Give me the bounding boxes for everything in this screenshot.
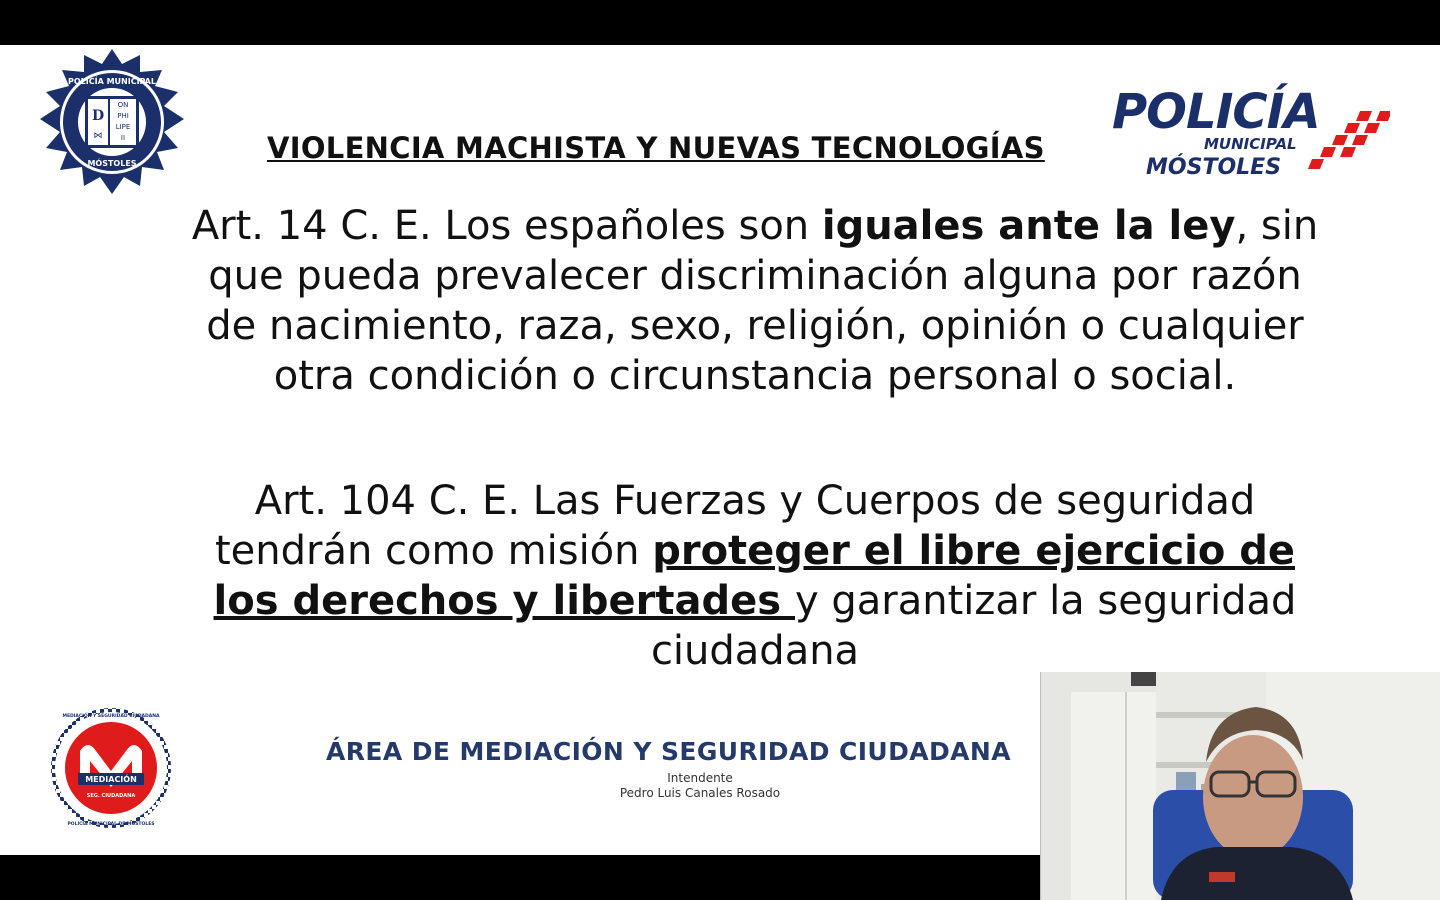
webcam-video-overlay (1040, 672, 1440, 900)
footer-name: Pedro Luis Canales Rosado (619, 786, 781, 800)
brand-line2: MUNICIPAL (1204, 135, 1297, 153)
policia-municipal-mostoles-logo (1110, 73, 1390, 183)
footer-rank: Intendente (667, 771, 733, 785)
crest-shield-text: ON (117, 101, 129, 109)
svg-text:D: D (91, 108, 105, 124)
article-104-lead: Art. 104 C. E. Las Fuerzas y Cuerpos de seguridad tendrán como misión (214, 478, 1256, 574)
article-104-rest: y garantizar la seguridad ciudadana (650, 578, 1297, 674)
checkered-flag-icon (1308, 111, 1390, 169)
svg-text:⋈: ⋈ (93, 131, 103, 141)
badge-ring-bottom: POLICÍA MUNICIPAL DE MÓSTOLES (67, 822, 155, 827)
article-14-paragraph (190, 201, 1320, 401)
badge-label: MEDIACIÓN (85, 775, 137, 784)
badge-sub: SEG. CIUDADANA (86, 793, 136, 799)
badge-ring-top: MEDIACIÓN Y SEGURIDAD CIUDADANA (62, 714, 160, 719)
article-14-rest: , sin que pueda prevalecer discriminación alguna por razón de nacimiento, raza, sexo, religión, opinión o cualquier otra condición o circunstancia personal o social. (206, 203, 1319, 399)
brand-line1: POLICÍA (1112, 84, 1320, 140)
crest-ring-text: POLICÍA MUNICIPAL (68, 77, 156, 86)
crest-bottom-text: MÓSTOLES (87, 159, 137, 168)
mediation-badge-logo (48, 705, 174, 831)
crest-shield-text: II (120, 134, 126, 142)
article-104-emphasis: proteger el libre ejercicio de los derechos y libertades (213, 528, 1296, 624)
article-104-paragraph (190, 476, 1320, 676)
slide-title: VIOLENCIA MACHISTA Y NUEVAS TECNOLOGÍAS (267, 131, 1045, 165)
article-14-lead: Art. 14 C. E. Los españoles son (191, 203, 822, 249)
footer-area-title: ÁREA DE MEDIACIÓN Y SEGURIDAD CIUDADANA (326, 737, 1011, 766)
police-crest-logo (12, 47, 212, 197)
top-letterbox (0, 0, 1440, 45)
brand-line3: MÓSTOLES (1146, 155, 1282, 180)
crest-shield-text: LIPE (115, 123, 131, 131)
article-14-emphasis: iguales ante la ley (821, 203, 1236, 249)
crest-shield-text: PHI (117, 112, 129, 120)
